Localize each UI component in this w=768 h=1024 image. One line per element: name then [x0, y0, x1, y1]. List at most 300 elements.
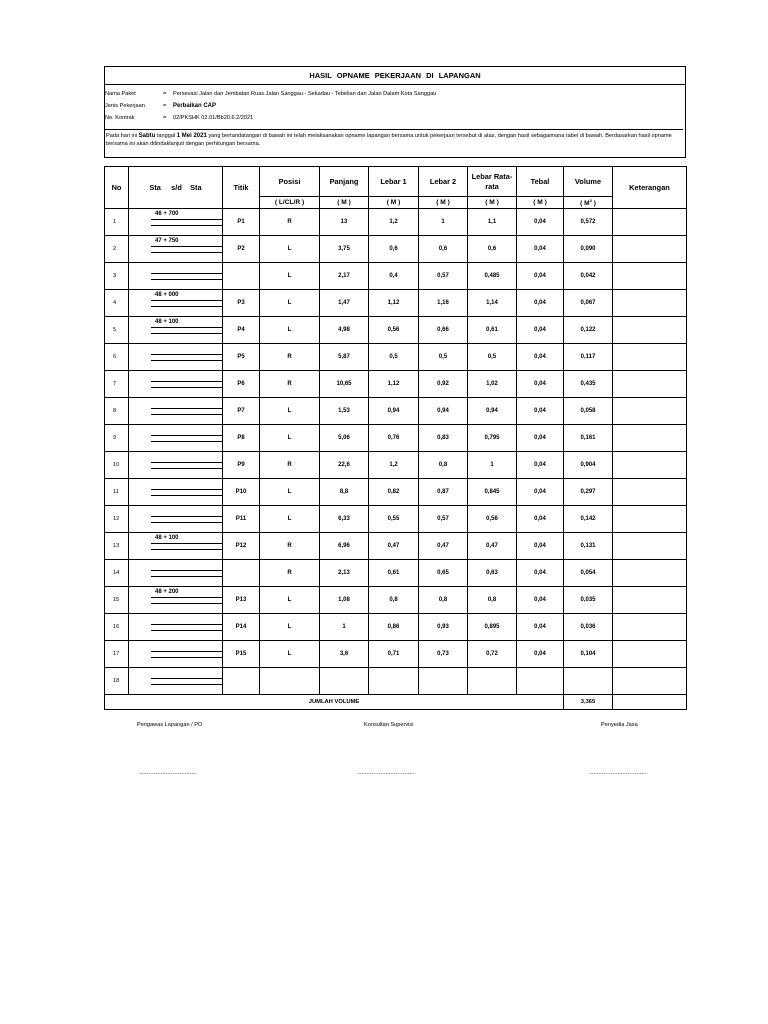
cell-volume: 0,131: [564, 533, 613, 560]
cell-posisi: L: [260, 236, 320, 263]
total-keterangan: [613, 695, 687, 710]
cell-lebar-rata: 0,61: [468, 317, 517, 344]
cell-tebal: 0,04: [517, 398, 564, 425]
cell-lebar2: 0,5: [419, 344, 468, 371]
cell-volume: 0,161: [564, 425, 613, 452]
cell-keterangan: [613, 587, 687, 614]
cell-volume: [564, 668, 613, 695]
cell-sta: [129, 236, 223, 263]
cell-lebar1: 0,47: [369, 533, 419, 560]
cell-no: 13: [105, 533, 129, 560]
cell-posisi: L: [260, 506, 320, 533]
cell-panjang: 6,96: [320, 533, 369, 560]
col-header-volume: Volume: [564, 167, 613, 197]
sta-underline: [151, 462, 222, 463]
cell-lebar-rata: 0,63: [468, 560, 517, 587]
cell-tebal: 0,04: [517, 452, 564, 479]
unit-volume-sup: 3: [589, 197, 592, 203]
cell-sta: [129, 452, 223, 479]
sta-underline: [151, 225, 222, 226]
table-row: [105, 344, 687, 371]
cell-titik: [223, 263, 260, 290]
cell-tebal: 0,04: [517, 344, 564, 371]
opname-table: [104, 166, 687, 710]
cell-lebar1: 0,94: [369, 398, 419, 425]
unit-tebal: ( M ): [517, 197, 564, 209]
col-header-tebal: Tebal: [517, 167, 564, 197]
table-row: [105, 587, 687, 614]
info-row-nama-paket: [105, 89, 685, 100]
cell-no: 14: [105, 560, 129, 587]
cell-lebar-rata: 1,14: [468, 290, 517, 317]
col-header-panjang: Panjang: [320, 167, 369, 197]
cell-lebar1: 0,5: [369, 344, 419, 371]
signature-line-penyedia: ------------------------: [589, 771, 647, 777]
table-row: [105, 263, 687, 290]
sta-value: 48 + 000: [155, 292, 179, 298]
cell-sta: [129, 263, 223, 290]
sta-underline: [151, 543, 222, 544]
cell-volume: 0,572: [564, 209, 613, 236]
sta-underline: [151, 603, 222, 604]
info-key: Jenis Pekerjaan: [105, 103, 145, 109]
cell-posisi: L: [260, 587, 320, 614]
cell-tebal: [517, 668, 564, 695]
cell-panjang: 1,47: [320, 290, 369, 317]
table-row: [105, 452, 687, 479]
signature-label-pengawas: Pengawas Lapangan / PO: [137, 722, 203, 728]
cell-sta: [129, 209, 223, 236]
sta-value: 47 + 750: [155, 238, 179, 244]
cell-volume: 0,067: [564, 290, 613, 317]
sta-underline: [151, 273, 222, 274]
cell-posisi: R: [260, 209, 320, 236]
sta-underline: [151, 441, 222, 442]
cell-lebar1: 1,2: [369, 452, 419, 479]
cell-titik: P2: [223, 236, 260, 263]
sta-underline: [151, 435, 222, 436]
sta-underline: [151, 570, 222, 571]
cell-keterangan: [613, 641, 687, 668]
cell-keterangan: [613, 344, 687, 371]
cell-lebar1: 0,4: [369, 263, 419, 290]
unit-posisi: ( L/CL/R ): [260, 197, 320, 209]
cell-volume: 0,117: [564, 344, 613, 371]
sta-underline: [151, 684, 222, 685]
cell-sta: [129, 425, 223, 452]
cell-lebar-rata: [468, 668, 517, 695]
cell-lebar1: 0,86: [369, 614, 419, 641]
cell-sta: [129, 587, 223, 614]
table-row: [105, 479, 687, 506]
table-row: [105, 425, 687, 452]
cell-lebar2: 0,93: [419, 614, 468, 641]
sta-underline: [151, 468, 222, 469]
cell-posisi: L: [260, 290, 320, 317]
sta-underline: [151, 252, 222, 253]
cell-lebar1: 1,12: [369, 371, 419, 398]
cell-lebar1: 0,6: [369, 236, 419, 263]
unit-lebar2: ( M ): [419, 197, 468, 209]
sta-underline: [151, 624, 222, 625]
cell-sta: [129, 668, 223, 695]
sta-underline: [151, 414, 222, 415]
cell-keterangan: [613, 236, 687, 263]
cell-lebar-rata: 0,795: [468, 425, 517, 452]
sta-value: 48 + 100: [155, 319, 179, 325]
cell-lebar-rata: 0,485: [468, 263, 517, 290]
cell-lebar2: 0,73: [419, 641, 468, 668]
col-header-posisi: Posisi: [260, 167, 320, 197]
sta-underline: [151, 327, 222, 328]
sta-underline: [151, 522, 222, 523]
table-row: [105, 506, 687, 533]
sta-underline: [151, 354, 222, 355]
cell-no: 11: [105, 479, 129, 506]
cell-posisi: [260, 668, 320, 695]
cell-lebar-rata: 0,47: [468, 533, 517, 560]
cell-panjang: 10,65: [320, 371, 369, 398]
cell-keterangan: [613, 317, 687, 344]
cell-lebar2: 1: [419, 209, 468, 236]
cell-posisi: L: [260, 317, 320, 344]
cell-keterangan: [613, 614, 687, 641]
cell-sta: [129, 560, 223, 587]
cell-panjang: 5,06: [320, 425, 369, 452]
document-header: [104, 66, 686, 158]
cell-panjang: 3,75: [320, 236, 369, 263]
cell-tebal: 0,04: [517, 533, 564, 560]
cell-lebar2: 0,94: [419, 398, 468, 425]
info-value: Persevasi Jalan dan Jembatan Ruas Jalan Sanggau - Sekadau - Tebelian dan Jalan Dalam Kota Sanggau: [173, 91, 437, 97]
cell-volume: 0,297: [564, 479, 613, 506]
cell-sta: [129, 479, 223, 506]
cell-titik: P5: [223, 344, 260, 371]
document-title: HASIL OPNAME PEKERJAAN DI LAPANGAN: [105, 67, 685, 85]
cell-posisi: R: [260, 344, 320, 371]
cell-panjang: [320, 668, 369, 695]
table-row: [105, 641, 687, 668]
col-header-lebar1: Lebar 1: [369, 167, 419, 197]
cell-volume: 0,904: [564, 452, 613, 479]
cell-lebar1: 0,8: [369, 587, 419, 614]
cell-keterangan: [613, 533, 687, 560]
cell-no: 7: [105, 371, 129, 398]
sta-underline: [151, 597, 222, 598]
cell-titik: P4: [223, 317, 260, 344]
cell-panjang: 2,13: [320, 560, 369, 587]
cell-posisi: R: [260, 560, 320, 587]
header-row: [105, 167, 687, 197]
sta-underline: [151, 408, 222, 409]
info-key: No. Kontrak: [105, 115, 135, 121]
cell-titik: P3: [223, 290, 260, 317]
cell-no: 10: [105, 452, 129, 479]
unit-lebar1: ( M ): [369, 197, 419, 209]
cell-keterangan: [613, 506, 687, 533]
cell-no: 17: [105, 641, 129, 668]
cell-no: 9: [105, 425, 129, 452]
sta-underline: [151, 333, 222, 334]
cell-volume: 0,058: [564, 398, 613, 425]
cell-lebar1: 0,71: [369, 641, 419, 668]
cell-no: 8: [105, 398, 129, 425]
cell-sta: [129, 371, 223, 398]
cell-tebal: 0,04: [517, 506, 564, 533]
cell-lebar2: 0,87: [419, 479, 468, 506]
cell-keterangan: [613, 290, 687, 317]
table-row: [105, 317, 687, 344]
table-row: [105, 668, 687, 695]
cell-lebar2: 0,6: [419, 236, 468, 263]
info-value: 02/PKSHK 02.01/Bb20.6.2/2021: [173, 115, 254, 121]
cell-titik: [223, 560, 260, 587]
cell-sta: [129, 533, 223, 560]
info-key: Nama Paket: [105, 91, 136, 97]
sta-underline: [151, 219, 222, 220]
cell-posisi: L: [260, 425, 320, 452]
cell-panjang: 1,53: [320, 398, 369, 425]
cell-tebal: 0,04: [517, 560, 564, 587]
cell-tebal: 0,04: [517, 614, 564, 641]
cell-lebar-rata: 1,02: [468, 371, 517, 398]
cell-titik: P11: [223, 506, 260, 533]
unit-volume: [564, 197, 613, 209]
cell-lebar2: 0,8: [419, 452, 468, 479]
sta-value: 46 + 700: [155, 211, 179, 217]
cell-no: 12: [105, 506, 129, 533]
intro-date: 1 Mei 2021: [176, 133, 207, 139]
cell-titik: P14: [223, 614, 260, 641]
sta-underline: [151, 381, 222, 382]
cell-keterangan: [613, 452, 687, 479]
cell-posisi: L: [260, 263, 320, 290]
cell-lebar2: 0,8: [419, 587, 468, 614]
table-row: [105, 209, 687, 236]
cell-lebar1: 1,2: [369, 209, 419, 236]
signature-label-penyedia: Penyedia Jasa: [601, 722, 638, 728]
cell-panjang: 5,87: [320, 344, 369, 371]
sta-underline: [151, 246, 222, 247]
cell-tebal: 0,04: [517, 236, 564, 263]
col-header-no: No: [105, 167, 129, 209]
sta-underline: [151, 306, 222, 307]
cell-titik: P13: [223, 587, 260, 614]
cell-keterangan: [613, 479, 687, 506]
cell-panjang: 8,8: [320, 479, 369, 506]
cell-tebal: 0,04: [517, 425, 564, 452]
table-row: [105, 236, 687, 263]
cell-lebar2: [419, 668, 468, 695]
table-row: [105, 533, 687, 560]
table-row: [105, 398, 687, 425]
cell-panjang: 13: [320, 209, 369, 236]
cell-sta: [129, 317, 223, 344]
intro-text: Pada hari ini: [106, 133, 139, 139]
col-header-sta: Sta s/d Sta: [129, 167, 223, 209]
cell-panjang: 1: [320, 614, 369, 641]
cell-lebar2: 0,83: [419, 425, 468, 452]
cell-tebal: 0,04: [517, 479, 564, 506]
signature-line-konsultan: ------------------------: [357, 771, 415, 777]
cell-sta: [129, 398, 223, 425]
sta-underline: [151, 489, 222, 490]
cell-volume: 0,122: [564, 317, 613, 344]
cell-no: 2: [105, 236, 129, 263]
cell-lebar-rata: 0,845: [468, 479, 517, 506]
sta-underline: [151, 651, 222, 652]
cell-keterangan: [613, 560, 687, 587]
info-value: Perbaikan CAP: [173, 103, 217, 109]
cell-titik: P9: [223, 452, 260, 479]
cell-titik: P12: [223, 533, 260, 560]
cell-tebal: 0,04: [517, 641, 564, 668]
cell-posisi: R: [260, 533, 320, 560]
cell-posisi: L: [260, 614, 320, 641]
cell-lebar2: 0,57: [419, 506, 468, 533]
cell-tebal: 0,04: [517, 587, 564, 614]
cell-tebal: 0,04: [517, 263, 564, 290]
unit-volume-text: ( M: [580, 200, 590, 208]
cell-panjang: 22,6: [320, 452, 369, 479]
sta-underline: [151, 516, 222, 517]
intro-day: Sabtu: [138, 133, 156, 139]
cell-lebar2: 0,57: [419, 263, 468, 290]
sta-underline: [151, 576, 222, 577]
cell-keterangan: [613, 263, 687, 290]
sta-underline: [151, 495, 222, 496]
table-row: [105, 371, 687, 398]
cell-titik: P1: [223, 209, 260, 236]
unit-volume-close: ): [591, 200, 596, 208]
cell-volume: 0,036: [564, 614, 613, 641]
cell-panjang: 2,17: [320, 263, 369, 290]
total-label: JUMLAH VOLUME: [105, 695, 564, 710]
signature-line-pengawas: ------------------------: [139, 771, 197, 777]
col-header-titik: Titik: [223, 167, 260, 209]
cell-sta: [129, 641, 223, 668]
cell-tebal: 0,04: [517, 290, 564, 317]
cell-no: 18: [105, 668, 129, 695]
info-equals: =: [163, 103, 167, 109]
cell-tebal: 0,04: [517, 317, 564, 344]
sta-underline: [151, 279, 222, 280]
cell-no: 15: [105, 587, 129, 614]
cell-lebar1: 0,56: [369, 317, 419, 344]
cell-lebar1: 0,61: [369, 560, 419, 587]
cell-panjang: 1,08: [320, 587, 369, 614]
cell-lebar-rata: 0,895: [468, 614, 517, 641]
cell-posisi: L: [260, 641, 320, 668]
table-row: [105, 560, 687, 587]
cell-titik: P8: [223, 425, 260, 452]
cell-keterangan: [613, 371, 687, 398]
sta-value: 48 + 200: [155, 589, 179, 595]
cell-lebar-rata: 0,94: [468, 398, 517, 425]
cell-lebar1: 0,76: [369, 425, 419, 452]
intro-paragraph: [105, 129, 683, 158]
cell-no: 4: [105, 290, 129, 317]
cell-lebar2: 0,66: [419, 317, 468, 344]
cell-lebar1: 1,12: [369, 290, 419, 317]
cell-no: 1: [105, 209, 129, 236]
cell-lebar2: 1,16: [419, 290, 468, 317]
sta-underline: [151, 360, 222, 361]
signature-label-konsultan: Konsultan Supervisi: [364, 722, 414, 728]
sta-underline: [151, 300, 222, 301]
cell-lebar-rata: 0,8: [468, 587, 517, 614]
cell-lebar-rata: 0,5: [468, 344, 517, 371]
cell-no: 5: [105, 317, 129, 344]
cell-posisi: L: [260, 398, 320, 425]
intro-text: yang bertandatangan di bawah ini telah melaksanakan opname lapangan bersama untuk pekerjaan tersebut di atas, dengan hasil sebagaimana tabel di bawah. Berdasarkan hasil opname bersama ini akan ditindaklanjuti dengan perhitungan bersama.: [106, 133, 672, 147]
cell-sta: [129, 290, 223, 317]
cell-volume: 0,142: [564, 506, 613, 533]
cell-titik: P15: [223, 641, 260, 668]
col-header-keterangan: Keterangan: [613, 167, 687, 209]
cell-sta: [129, 614, 223, 641]
cell-keterangan: [613, 209, 687, 236]
cell-posisi: R: [260, 452, 320, 479]
total-value: 3,365: [564, 695, 613, 710]
sta-underline: [151, 387, 222, 388]
sta-underline: [151, 657, 222, 658]
cell-keterangan: [613, 398, 687, 425]
table-row: [105, 290, 687, 317]
cell-panjang: 3,6: [320, 641, 369, 668]
sta-underline: [151, 630, 222, 631]
info-equals: =: [163, 115, 167, 121]
cell-lebar-rata: 0,56: [468, 506, 517, 533]
cell-posisi: L: [260, 479, 320, 506]
sta-value: 48 + 100: [155, 535, 179, 541]
cell-lebar1: 0,82: [369, 479, 419, 506]
cell-lebar2: 0,47: [419, 533, 468, 560]
cell-lebar-rata: 1,1: [468, 209, 517, 236]
col-header-lebar2: Lebar 2: [419, 167, 468, 197]
info-equals: =: [163, 91, 167, 97]
cell-volume: 0,090: [564, 236, 613, 263]
cell-tebal: 0,04: [517, 209, 564, 236]
cell-volume: 0,042: [564, 263, 613, 290]
cell-volume: 0,435: [564, 371, 613, 398]
cell-lebar-rata: 0,72: [468, 641, 517, 668]
cell-titik: P10: [223, 479, 260, 506]
col-header-lebar-rata: Lebar Rata-rata: [468, 167, 517, 197]
cell-sta: [129, 344, 223, 371]
total-row: [105, 695, 687, 710]
info-row-jenis-pekerjaan: [105, 101, 685, 112]
cell-keterangan: [613, 668, 687, 695]
cell-lebar2: 0,65: [419, 560, 468, 587]
cell-no: 3: [105, 263, 129, 290]
unit-panjang: ( M ): [320, 197, 369, 209]
cell-lebar-rata: 1: [468, 452, 517, 479]
cell-titik: [223, 668, 260, 695]
cell-lebar1: 0,55: [369, 506, 419, 533]
cell-tebal: 0,04: [517, 371, 564, 398]
cell-no: 6: [105, 344, 129, 371]
cell-sta: [129, 506, 223, 533]
sta-underline: [151, 678, 222, 679]
sta-underline: [151, 549, 222, 550]
table-row: [105, 614, 687, 641]
cell-titik: P7: [223, 398, 260, 425]
info-row-no-kontrak: [105, 113, 685, 124]
cell-panjang: 6,33: [320, 506, 369, 533]
cell-no: 16: [105, 614, 129, 641]
cell-titik: P6: [223, 371, 260, 398]
